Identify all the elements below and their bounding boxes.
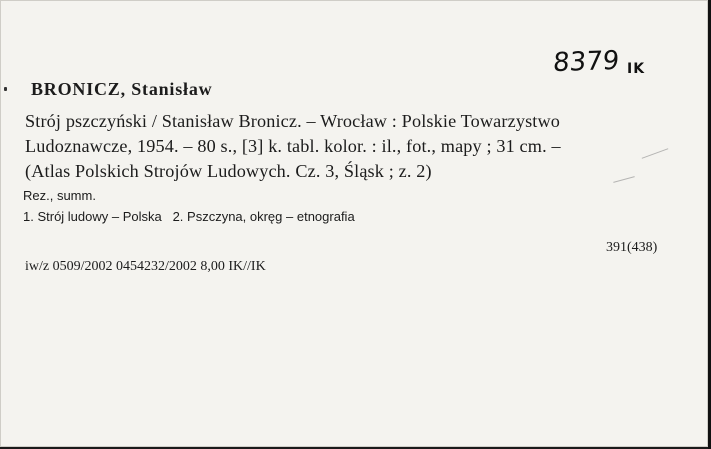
- author-heading: BRONICZ, Stanisław: [31, 79, 213, 99]
- title-line-2: Ludoznawcze, 1954. – 80 s., [3] k. tabl. kolor. : il., fot., mapy ; 31 cm. –: [25, 136, 561, 156]
- title-line-1: Strój pszczyński / Stanisław Bronicz. – Wrocław : Polskie Towarzystwo: [25, 111, 561, 131]
- classification-number: 391(438): [606, 240, 658, 255]
- call-number: 8379: [551, 45, 621, 79]
- pencil-mark: [642, 148, 669, 159]
- note-line: Rez., summ.: [23, 188, 96, 203]
- title-line-3: (Atlas Polskich Strojów Ludowych. Cz. 3, Śląsk ; z. 2): [25, 161, 432, 181]
- location-initials: IK: [627, 61, 646, 77]
- margin-mark: [4, 87, 7, 91]
- subjects-line: 1. Strój ludowy – Polska 2. Pszczyna, okręg – etnografia: [23, 209, 355, 224]
- pencil-mark: [613, 176, 635, 183]
- accession-line: iw/z 0509/2002 0454232/2002 8,00 IK//IK: [25, 259, 266, 274]
